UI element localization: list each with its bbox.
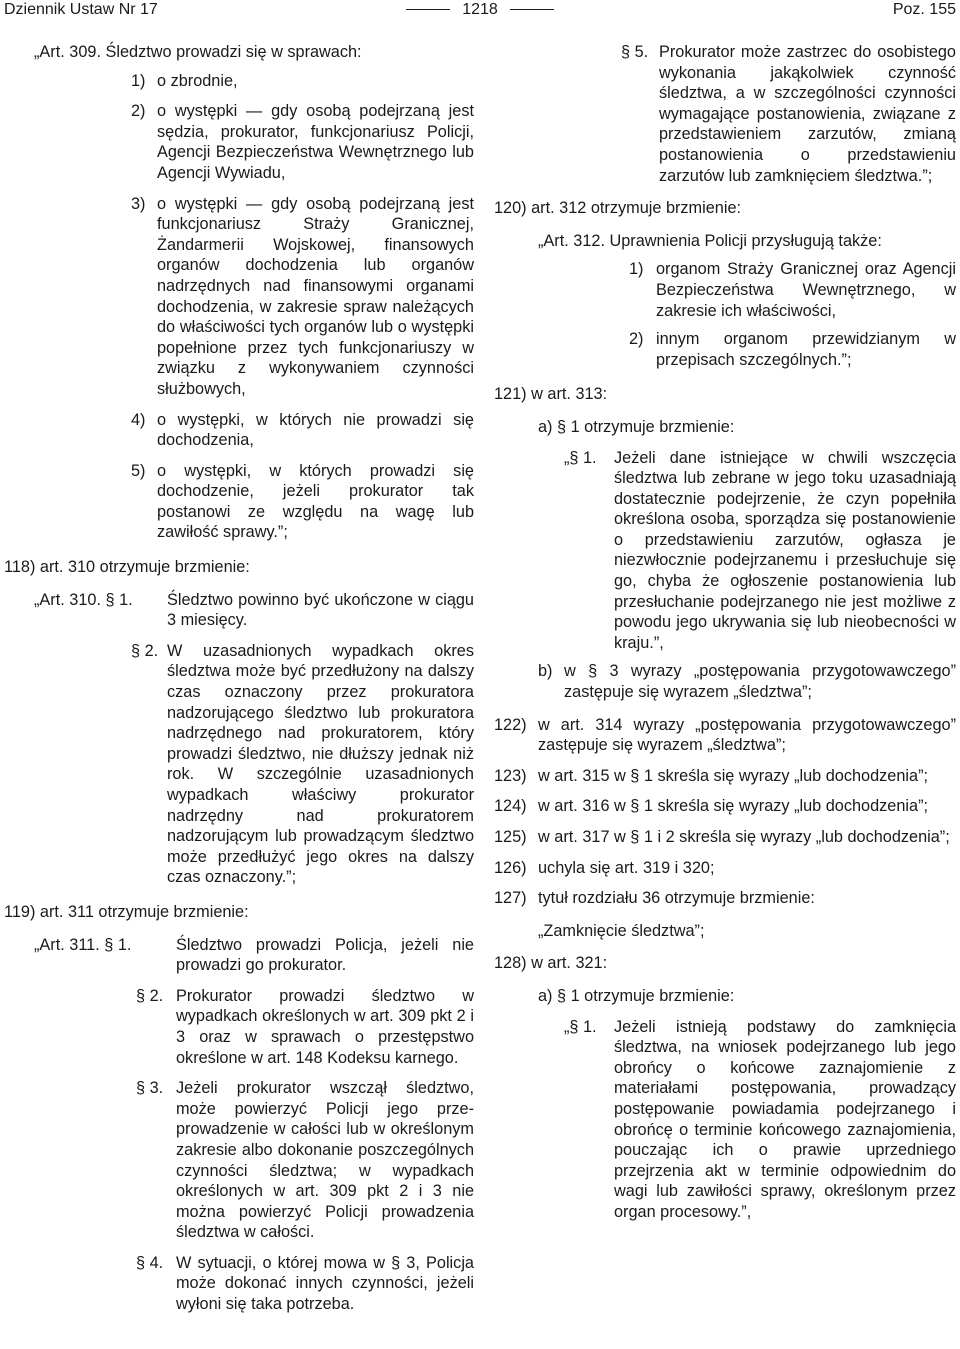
item-text: o występki — gdy osobą podejrzaną jest funkcjonariusz Straży Granicznej, Żandarmerii Wojskowej, finansowych organów dochodzenia lub organów nadrzędnych nad finansowymi organami dochodzenia, w zakresie spraw należących do właściwości tych organów lub o występki popełnione przez tych funkcjonariuszy w związku z wykonywaniem czynności służbowych,	[157, 194, 474, 398]
art321-s1-text: Jeżeli istnieją podstawy do zamknięcia śledztwa, na wniosek podejrzanego lub jego obrońcy o końcowe zaznajomienie z materiałami postępowania, prowadzący postępowanie powiadamia podejrzanego i obrońcę o terminie końcowego zaznajomienia, pouczając ich o prawie uprzedniego przejrzenia akt w terminie odpowiednim do wagi lub zawiłości sprawy, określonym przez organ procesowy.”,	[614, 1017, 956, 1221]
amendment-text: w art. 315 w § 1 skreśla się wyrazy „lub dochodzenia”;	[538, 766, 929, 785]
art313-s1-text: Jeżeli dane istniejące w chwili wszczęcia śledztwa lub zebrane w jego toku uzasadniają dostatecznie podejrzenie, że czyn popełniła określona osoba, sporządza się postanowienie o przedstawieniu zarzutów, ogłasza je niezwłocznie podejrzanemu i przesłuchuje się go, chyba że ogłoszenie postanowienia lub przesłuchanie podejrzanego nie jest możliwe z powodu jego ukrywania się lub nieobecności w kraju.”,	[614, 448, 956, 652]
art310-s1	[4, 590, 474, 631]
item-letter: b)	[538, 662, 553, 681]
art309-intro: „Art. 309. Śledztwo prowadzi się w sprawach:	[34, 43, 362, 61]
art311-s4	[4, 1253, 474, 1315]
page-number-text: 1218	[462, 1, 498, 18]
amendment-text: w art. 314 wyrazy „postępowania przygotowawczego” zastępuje się wyrazem „śledztwa”;	[538, 715, 956, 755]
art321-s1	[494, 1017, 956, 1223]
amendment-128a: a) § 1 otrzymuje brzmienie:	[538, 986, 735, 1005]
amendment-121a: a) § 1 otrzymuje brzmienie:	[538, 417, 735, 436]
section-label: „§ 1.	[564, 1017, 597, 1036]
amendment-text: w art. 317 w § 1 i 2 skreśla się wyrazy „lub dochodzenia”;	[538, 828, 950, 846]
art311-label: „Art. 311. § 1.	[34, 935, 132, 954]
amendment-119: 119) art. 311 otrzymuje brzmienie:	[4, 902, 249, 921]
right-column	[494, 42, 956, 1223]
chapter-title: „Zamknięcie śledztwa”;	[538, 921, 705, 940]
amendment-122	[494, 715, 956, 756]
left-column	[4, 42, 474, 1315]
amendment-125	[494, 827, 956, 848]
section-label: § 4.	[136, 1253, 164, 1272]
item-text: o występki — gdy osobą podejrzaną jest sędzia, prokurator, funkcjonariusz Policji, Agencji Bezpieczeństwa Wewnętrznego lub Agencji Wywiadu,	[157, 102, 474, 182]
art311-s3	[4, 1078, 474, 1243]
art311-s5	[494, 42, 956, 186]
art310-s2-text: W uzasadnionych wypadkach okres śledztwa może być przedłużony na dalszy czas oznaczony przez prokuratora nadzorującego śledztwo lub prokuratora nadrzędnego nad prokuratorem, który prowadzi śledztwo, nie dłuższy jednak niż rok. W szczególnie uzasadnionych wypadkach właściwy prokurator nadrzędny nad prokuratorem nadzorującym lub prowadzącym śledztwo może przedłużyć jego okres na dalszy czas oznaczony.”;	[167, 641, 474, 887]
amendment-text: uchyla się art. 319 i 320;	[538, 858, 715, 877]
section-label: § 5.	[621, 43, 649, 61]
amendment-120: 120) art. 312 otrzymuje brzmienie:	[494, 199, 742, 218]
item-number: 2)	[131, 102, 146, 121]
art311-s2-text: Prokurator prowadzi śledztwo w wypadkach określonych w art. 309 pkt 2 i 3 oraz w sprawach o przestępstwo określone w art. 148 Kodeksu karnego.	[176, 986, 474, 1067]
art311-s4-text: W sytuacji, o której mowa w § 3, Policja może dokonać innych czynności, jeżeli wyłoni się taka potrzeba.	[176, 1253, 474, 1314]
item-number: 2)	[629, 330, 644, 349]
position-number: Poz. 155	[892, 1, 956, 18]
art312-item-1	[494, 259, 956, 321]
art311-s1-text: Śledztwo prowadzi Policja, jeżeli nie prowadzi go prokurator.	[176, 935, 474, 975]
page-number	[0, 0, 960, 20]
art312-item-2	[494, 329, 956, 370]
art310-s2	[4, 641, 474, 888]
section-label: § 3.	[136, 1079, 164, 1098]
art309-item-2	[4, 101, 474, 183]
art309-item-5	[4, 461, 474, 543]
amendment-128: 128) w art. 321:	[494, 954, 608, 973]
item-text: o zbrodnie,	[157, 71, 238, 90]
item-number: 126)	[494, 858, 527, 877]
art309-item-3	[4, 194, 474, 400]
art312-intro: „Art. 312. Uprawnienia Policji przysługują także:	[538, 231, 882, 250]
section-label: § 2.	[131, 641, 159, 660]
item-number: 123)	[494, 766, 527, 785]
art311-s1	[4, 935, 474, 976]
amendment-text: w art. 316 w § 1 skreśla się wyrazy „lub dochodzenia”;	[538, 797, 929, 816]
amendment-123	[494, 766, 956, 787]
item-number: 4)	[131, 410, 146, 429]
item-number: 5)	[131, 461, 146, 480]
amendment-118: 118) art. 310 otrzymuje brzmienie:	[4, 558, 250, 577]
page-header	[0, 0, 960, 22]
item-text: o występki, w których prowadzi się dochodzenie, jeżeli prokurator tak postanowi ze względu na wagę lub zawiłość sprawy.”;	[157, 461, 474, 542]
amendment-121b-text: w § 3 wyrazy „postępowania przygotowawczego” zastępuje się wyrazem „śledztwa”;	[564, 662, 956, 702]
art310-s1-text: Śledztwo powinno być ukończone w ciągu 3 miesięcy.	[167, 590, 474, 630]
item-text: o występki, w których nie prowadzi się dochodzenia,	[157, 410, 474, 450]
item-number: 1)	[629, 260, 644, 279]
amendment-127	[494, 888, 956, 909]
journal-title: Dziennik Ustaw Nr 17	[4, 1, 158, 18]
art309-item-1	[4, 71, 474, 92]
item-text: organom Straży Granicznej oraz Agencji Bezpieczeństwa Wewnętrznego, w zakresie ich właściwości,	[656, 260, 956, 320]
amendment-text: tytuł rozdziału 36 otrzymuje brzmienie:	[538, 889, 815, 908]
dash-right	[510, 9, 554, 10]
item-number: 3)	[131, 194, 146, 213]
item-number: 125)	[494, 828, 527, 846]
art311-s5-text: Prokurator może zastrzec do osobistego wykonania jakąkolwiek czynność śledztwa, a w szczególności czynności wymagające postanowienia, związane z przedstawieniem zarzutów, zmianą postanowienia o przedstawieniu zarzutów lub zamknięciem śledztwa.”;	[659, 43, 956, 185]
item-number: 124)	[494, 797, 527, 816]
amendment-124	[494, 796, 956, 817]
dash-left	[406, 9, 450, 10]
item-number: 122)	[494, 715, 527, 734]
art310-label: „Art. 310. § 1.	[34, 590, 133, 609]
amendment-121: 121) w art. 313:	[494, 385, 608, 404]
art309-item-4	[4, 410, 474, 451]
section-label: „§ 1.	[564, 448, 597, 467]
amendment-121b	[494, 661, 956, 702]
item-number: 1)	[131, 71, 146, 90]
item-number: 127)	[494, 889, 527, 908]
amendment-126	[494, 858, 956, 879]
item-text: innym organom przewidzianym w przepisach szczególnych.”;	[656, 330, 956, 369]
art311-s3-text: Jeżeli prokurator wszczął śledztwo, może powierzyć Policji jego przeprowadzenie w całości lub w określonym zakresie albo dokonanie poszczególnych czynności śledztwa; w wypadkach określonych w art. 309 pkt 2 i 3 nie można powierzyć Policji prowadzenia śledztwa w całości.	[176, 1079, 474, 1242]
art311-s2	[4, 986, 474, 1068]
art313-s1	[494, 448, 956, 654]
section-label: § 2.	[136, 986, 164, 1005]
